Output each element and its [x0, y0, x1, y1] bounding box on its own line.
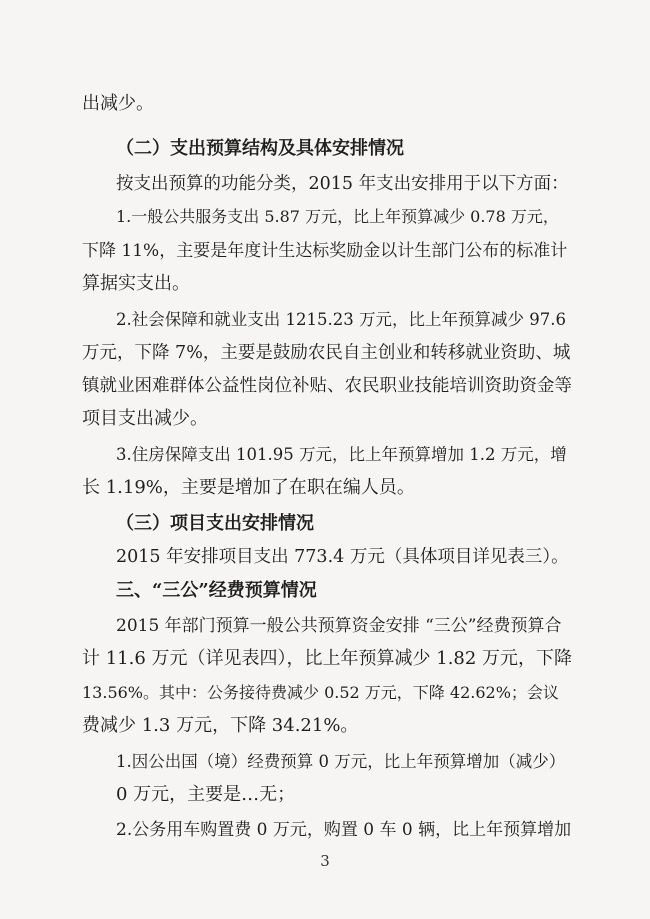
paragraph-line: 费减少 1.3 万元，下降 34.21%。	[82, 715, 359, 736]
paragraph-line: 3.住房保障支出 101.95 万元，比上年预算增加 1.2 万元，增	[116, 445, 567, 464]
paragraph-line: 镇就业困难群体公益性岗位补贴、农民职业技能培训资助资金等	[82, 376, 572, 396]
paragraph-line: 0 万元，主要是…无；	[116, 784, 296, 805]
paragraph-line: 长 1.19%，主要是增加了在职在编人员。	[82, 477, 415, 498]
paragraph-line: 2.公务用车购置费 0 万元，购置 0 车 0 辆，比上年预算增加	[116, 820, 572, 840]
paragraph-line: 项目支出减少。	[82, 408, 208, 429]
paragraph-line: 13.56%。其中：公务接待费减少 0.52 万元，下降 42.62%；会议	[82, 683, 559, 702]
paragraph-line: 1.因公出国（境）经费预算 0 万元，比上年预算增加（减少）	[116, 752, 566, 771]
section-heading: （三）项目支出安排情况	[116, 513, 314, 534]
section-heading: 三、“三公”经费预算情况	[116, 580, 317, 601]
paragraph-line: 算据实支出。	[82, 273, 190, 294]
section-heading: （二）支出预算结构及具体安排情况	[116, 138, 404, 159]
paragraph-line: 2.社会保障和就业支出 1215.23 万元，比上年预算减少 97.6	[116, 310, 566, 329]
paragraph-line: 出减少。	[82, 93, 154, 114]
paragraph-line: 计 11.6 万元（详见表四），比上年预算减少 1.82 万元，下降	[82, 648, 573, 669]
paragraph-line: 2015 年安排项目支出 773.4 万元（具体项目详见表三）。	[116, 547, 569, 567]
paragraph-line: 2015 年部门预算一般公共预算资金安排 “三公”经费预算合	[116, 616, 562, 636]
paragraph-line: 按支出预算的功能分类，2015 年支出安排用于以下方面：	[116, 174, 569, 194]
paragraph-line: 1.一般公共服务支出 5.87 万元，比上年预算减少 0.78 万元，	[116, 207, 559, 226]
paragraph-line: 下降 11%，主要是年度计生达标奖励金以计生部门公布的标准计	[82, 241, 568, 261]
paragraph-line: 万元，下降 7%，主要是鼓励农民自主创业和转移就业资助、城	[82, 343, 571, 363]
page-number: 3	[320, 852, 330, 870]
